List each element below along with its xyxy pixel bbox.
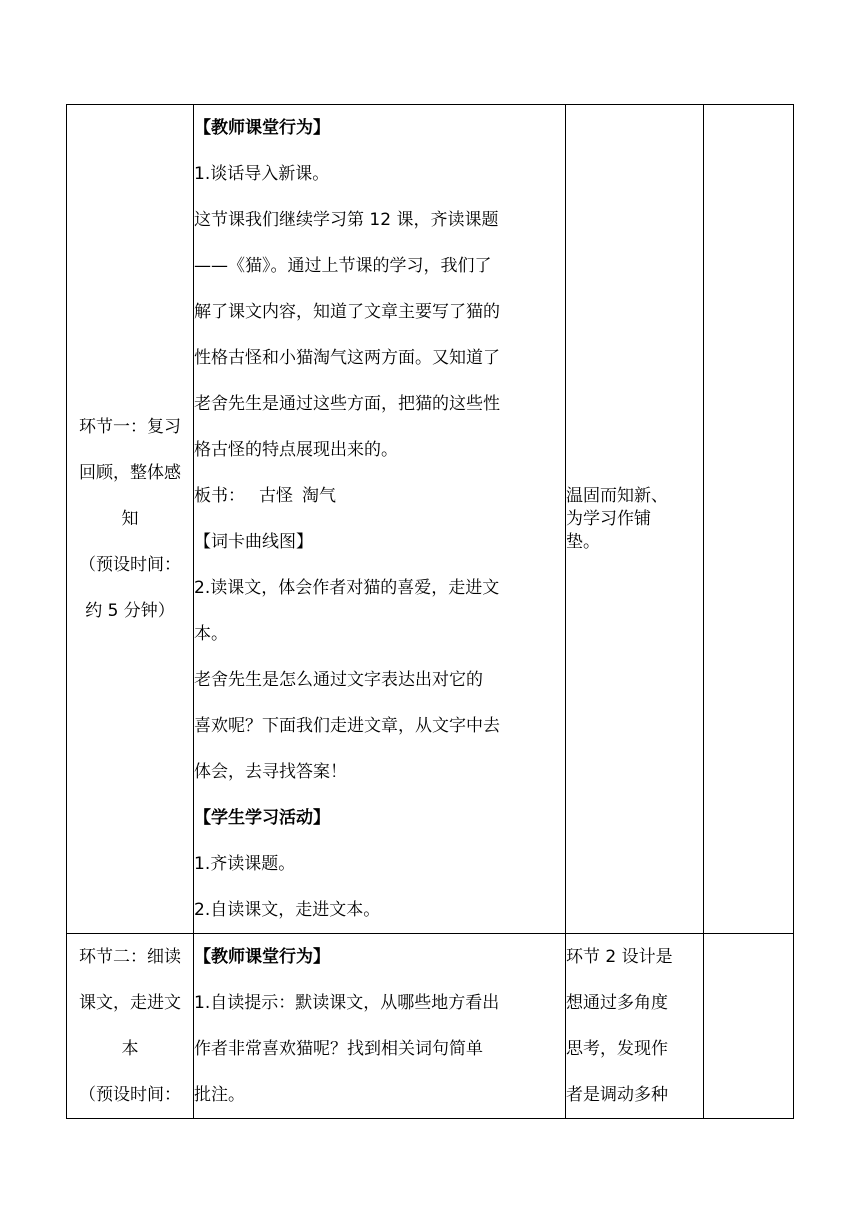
word-card-label: 【词卡曲线图】 — [194, 532, 313, 552]
intent-line: 垫。 — [566, 531, 600, 552]
teacher-line: ——《猫》。通过上节课的学习，我们了 — [194, 256, 492, 276]
student-line: 1.齐读课题。 — [194, 854, 296, 874]
teacher-line: 老舍先生是怎么通过文字表达出对它的 — [194, 670, 483, 690]
teacher-line: 本。 — [194, 624, 228, 644]
stage-time: （预设时间： — [79, 555, 181, 575]
teacher-line: 格古怪的特点展现出来的。 — [194, 440, 398, 460]
teacher-line: 这节课我们继续学习第 12 课，齐读课题 — [194, 210, 499, 230]
teacher-line: 解了课文内容，知道了文章主要写了猫的 — [194, 302, 500, 322]
stage-text: 课文，走进文 — [79, 993, 181, 1013]
intent-line: 想通过多角度 — [566, 993, 668, 1013]
stage-text: 环节二：细读 — [79, 947, 181, 967]
teacher-line: 性格古怪和小猫淘气这两方面。又知道了 — [194, 348, 500, 368]
teacher-line: 作者非常喜欢猫呢？找到相关词句简单 — [194, 1039, 483, 1059]
teacher-line: 1.自读提示：默读课文，从哪些地方看出 — [194, 993, 500, 1013]
stage-text: 回顾，整体感 — [79, 463, 181, 483]
board-label: 板书： — [194, 486, 245, 506]
teacher-behavior-heading: 【教师课堂行为】 — [194, 947, 330, 967]
stage-time: 约 5 分钟） — [85, 601, 175, 621]
teacher-line: 2.读课文，体会作者对猫的喜爱，走进文 — [194, 578, 500, 598]
teacher-line: 老舍先生是通过这些方面，把猫的这些性 — [194, 394, 500, 414]
activity-cell — [194, 105, 566, 934]
intent-line: 思考，发现作 — [566, 1039, 668, 1059]
table-row — [67, 105, 794, 934]
stage-text: 环节一：复习 — [79, 417, 181, 437]
activity-cell — [194, 934, 566, 1119]
intent-line: 温固而知新、 — [566, 485, 668, 506]
teacher-line: 体会，去寻找答案！ — [194, 762, 347, 782]
lesson-plan-table — [66, 104, 794, 1119]
stage-text: 知 — [121, 509, 139, 529]
intent-line: 为学习作铺 — [566, 508, 651, 529]
design-intent-cell — [566, 934, 704, 1119]
stage-cell — [67, 934, 194, 1119]
stage-time: （预设时间： — [79, 1085, 181, 1105]
board-writing — [194, 473, 565, 519]
stage-cell — [67, 105, 194, 934]
student-activity-heading: 【学生学习活动】 — [194, 808, 330, 828]
design-intent-cell — [566, 105, 704, 934]
teacher-line: 喜欢呢？下面我们走进文章，从文字中去 — [194, 716, 500, 736]
empty-cell — [704, 934, 794, 1119]
student-line: 2.自读课文，走进文本。 — [194, 900, 381, 920]
table-row — [67, 934, 794, 1119]
empty-cell — [704, 105, 794, 934]
teacher-behavior-heading: 【教师课堂行为】 — [194, 118, 330, 138]
teacher-line: 批注。 — [194, 1085, 245, 1105]
teacher-line: 1.谈话导入新课。 — [194, 164, 330, 184]
board-item: 古怪 — [259, 486, 293, 506]
intent-line: 环节 2 设计是 — [566, 947, 673, 967]
board-item: 淘气 — [302, 486, 336, 506]
intent-line: 者是调动多种 — [566, 1085, 668, 1105]
stage-text: 本 — [121, 1039, 139, 1059]
